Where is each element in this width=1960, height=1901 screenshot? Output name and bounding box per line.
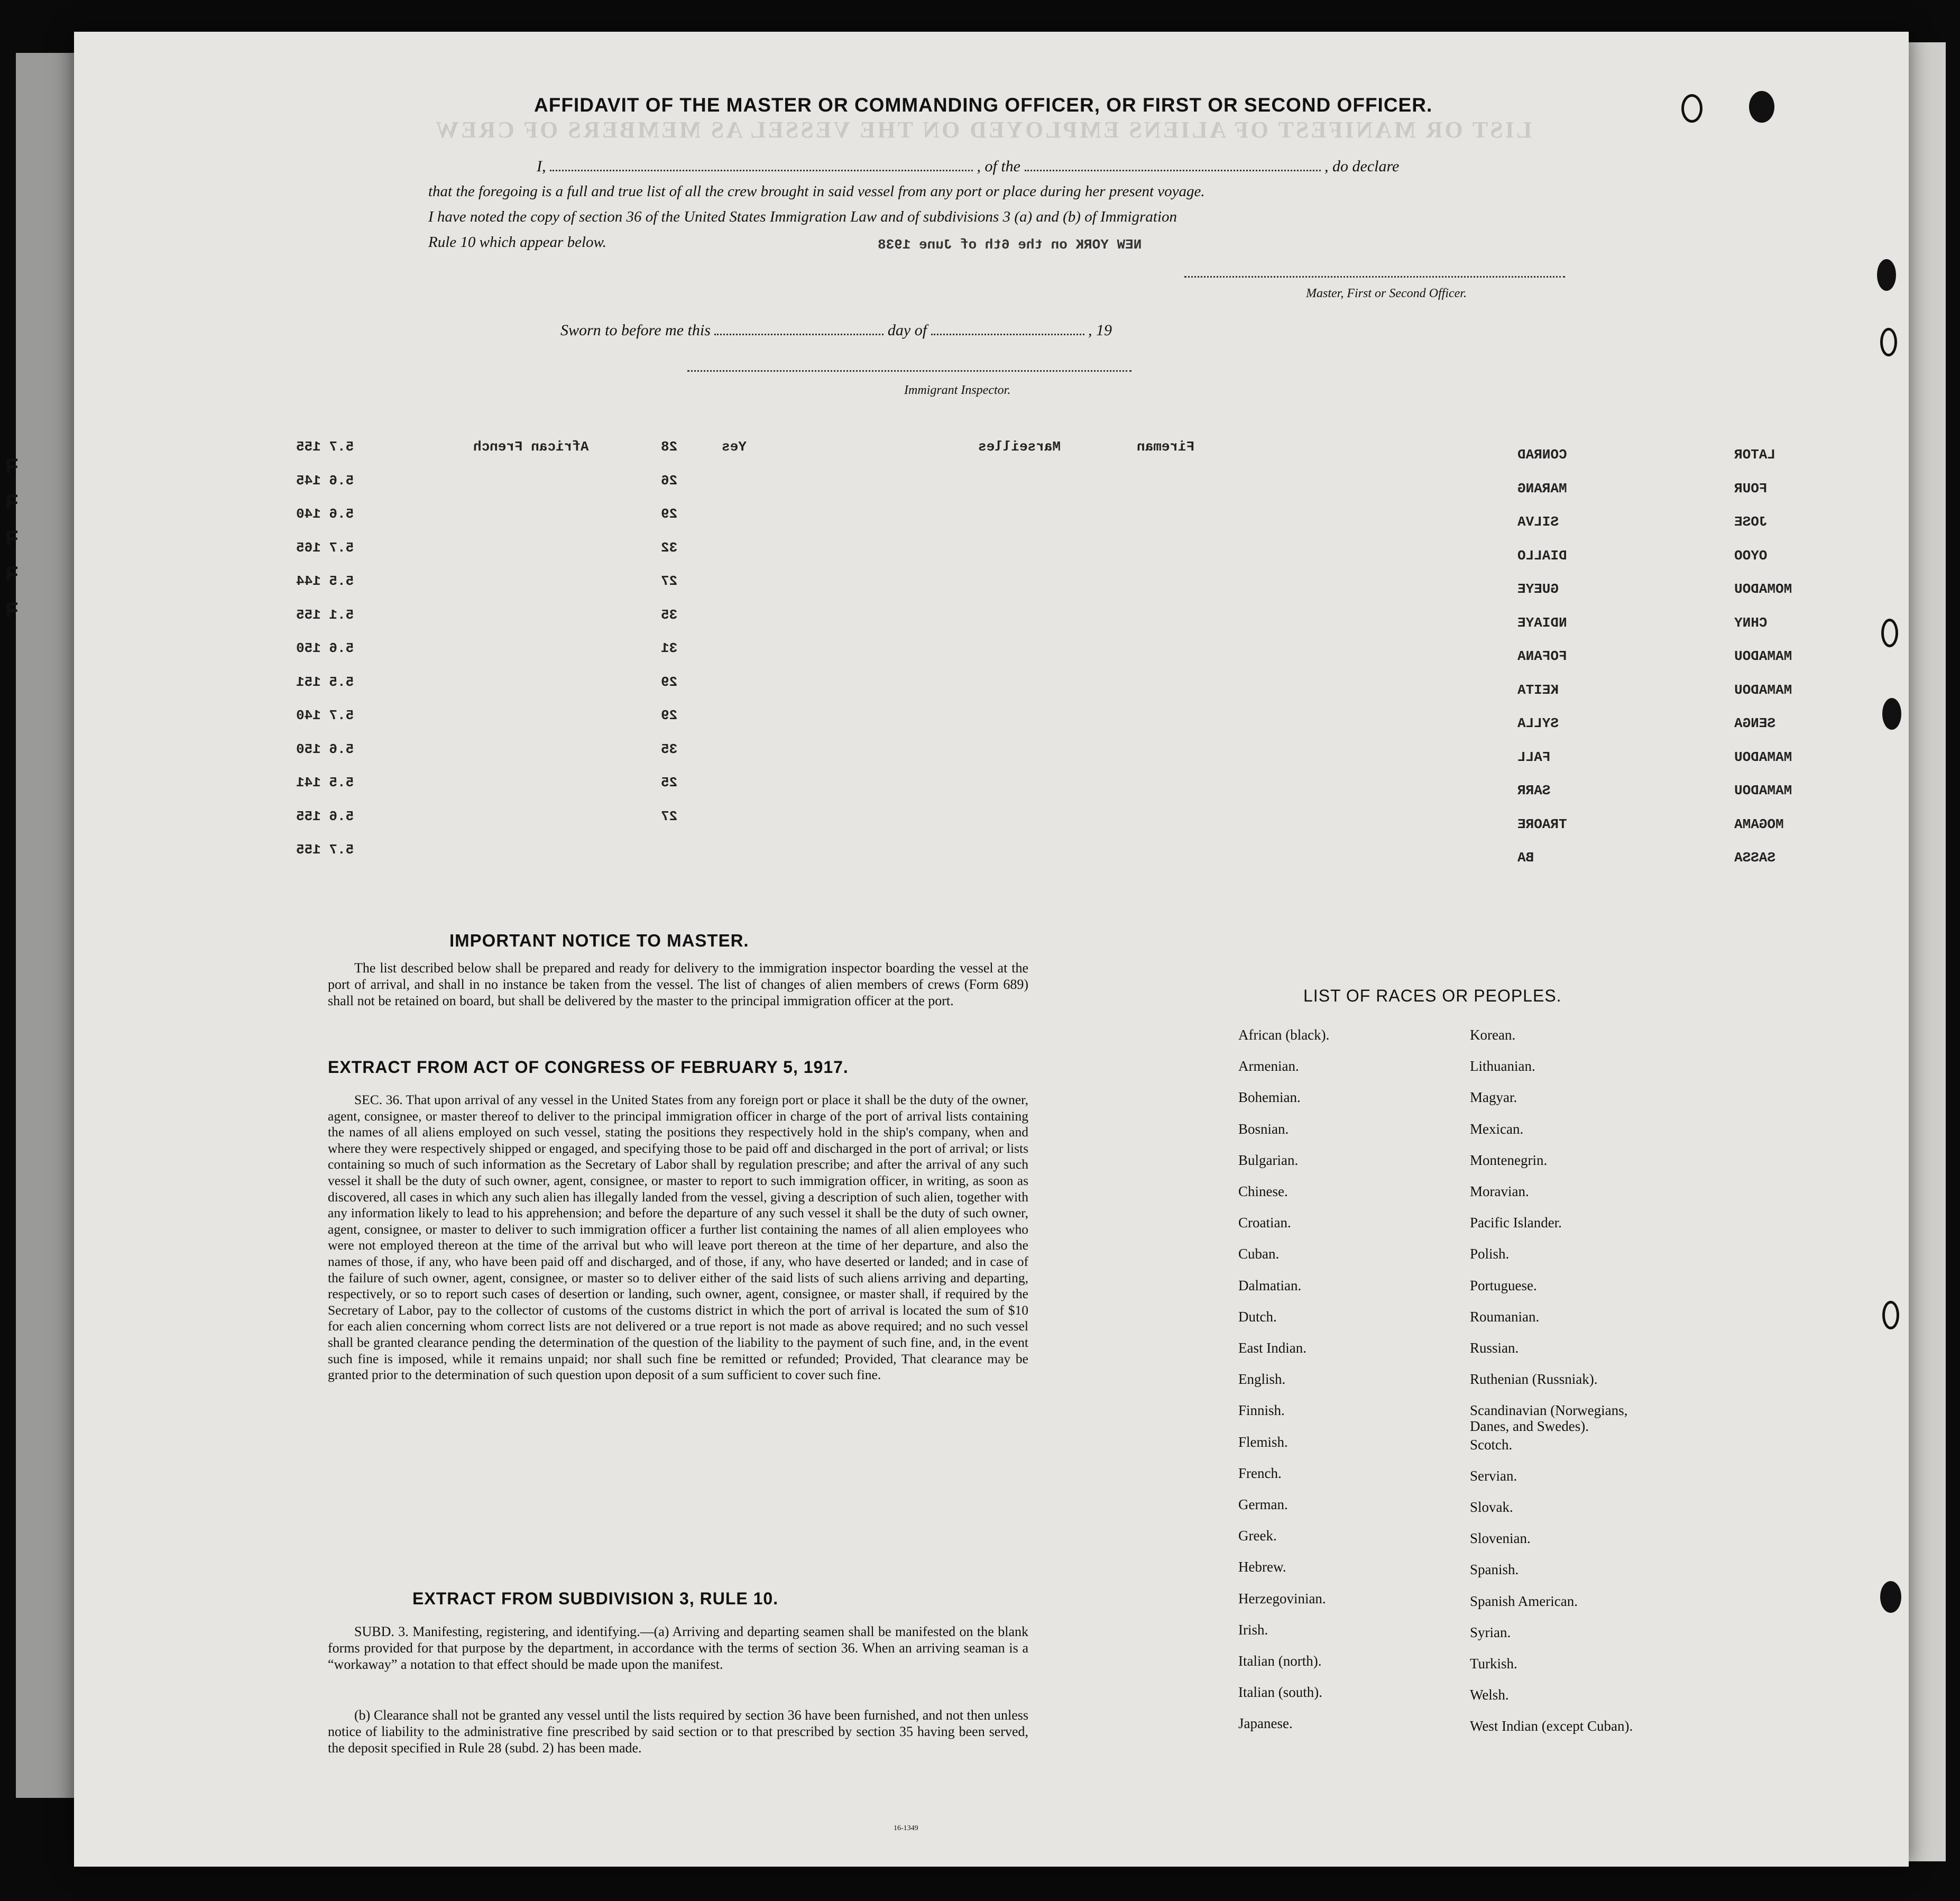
race-item: Danes, and Swedes).: [1470, 1418, 1589, 1435]
race-item: Japanese.: [1238, 1715, 1293, 1732]
race-item: Armenian.: [1238, 1058, 1299, 1075]
bleed-age: 35: [661, 741, 678, 757]
race-item: Bulgarian.: [1238, 1152, 1299, 1168]
affidavit-i: I,: [537, 158, 546, 175]
race-item: Herzegovinian.: [1238, 1590, 1326, 1606]
bleed-name-first: FOUR: [1734, 480, 1768, 497]
race-item: Irish.: [1238, 1621, 1268, 1638]
bleed-name-last: SILVA: [1517, 514, 1559, 530]
race-item: Italian (south).: [1238, 1684, 1322, 1701]
race-item: Finnish.: [1238, 1402, 1285, 1419]
master-caption: Master, First or Second Officer.: [1306, 287, 1467, 300]
punch-hole: [1882, 1301, 1899, 1329]
bleed-age: 35: [661, 607, 678, 623]
bleed-height: 5.5 141: [296, 775, 354, 791]
affidavit-line1: [537, 158, 1605, 176]
form-number: 16-1349: [894, 1824, 918, 1832]
punch-hole: [1880, 328, 1897, 356]
vessel-field[interactable]: [1025, 170, 1321, 171]
race-item: Servian.: [1470, 1467, 1517, 1484]
bleed-name-last: TRAORE: [1517, 816, 1567, 832]
race-item: Turkish.: [1470, 1656, 1517, 1672]
bleed-name-last: FALL: [1517, 749, 1551, 765]
race-item: German.: [1238, 1496, 1288, 1512]
bleed-age: 29: [661, 506, 678, 522]
affidavit-line2: that the foregoing is a full and true list of all the crew brought in said vessel from any port or place during her present voyage.: [428, 183, 1205, 200]
edge-letter: F: [5, 491, 19, 514]
race-item: English.: [1238, 1371, 1286, 1388]
bleed-name-last: SARR: [1517, 783, 1551, 798]
manifest-sheet: [5, 32, 1909, 1867]
bleed-name-first: MOGAMA: [1734, 816, 1784, 832]
race-item: African (black).: [1238, 1027, 1330, 1043]
race-item: Moravian.: [1470, 1183, 1529, 1199]
race-item: Roumanian.: [1470, 1308, 1540, 1325]
race-item: French.: [1238, 1465, 1282, 1481]
rule-body-b: (b) Clearance shall not be granted any vessel until the lists required by section 36 have been furnished, and not then unless notice of liability to the administrative fine prescribed by said section or to that prescribed by section 35 having been served, the deposit specified in Rule 28 (subd. 2) has been made.: [328, 1707, 1028, 1756]
bleed-age: 29: [661, 674, 678, 690]
bleed-height: 5.6 155: [296, 808, 354, 824]
race-item: Dalmatian.: [1238, 1277, 1302, 1293]
affidavit-title: AFFIDAVIT OF THE MASTER OR COMMANDING OFFICER, OR FIRST OR SECOND OFFICER.: [534, 94, 1433, 116]
edge-letter: F: [5, 599, 19, 622]
race-item: Spanish.: [1470, 1562, 1519, 1578]
bleed-height: 5.7 155: [296, 842, 354, 858]
race-item: Magyar.: [1470, 1089, 1517, 1106]
bleed-name-last: KEITA: [1517, 682, 1559, 698]
bleed-position: Fireman: [1137, 439, 1195, 455]
races-heading: LIST OF RACES OR PEOPLES.: [1303, 986, 1562, 1005]
race-item: Syrian.: [1470, 1624, 1511, 1640]
edge-letter: F: [5, 527, 19, 550]
bleed-height: 5.5 151: [296, 674, 354, 690]
bleed-age: 27: [661, 808, 678, 824]
bleed-height: 5.6 150: [296, 741, 354, 757]
race-item: Slovak.: [1470, 1499, 1513, 1515]
race-item: Russian.: [1470, 1340, 1519, 1356]
bleed-name-first: MAMADOU: [1734, 682, 1792, 698]
race-item: Bohemian.: [1238, 1089, 1301, 1106]
bleed-height: 5.6 145: [296, 472, 354, 489]
bleed-age: 26: [661, 472, 678, 489]
bleed-age: 29: [661, 708, 678, 723]
bleed-name-first: OYOO: [1734, 547, 1768, 564]
bleed-name-first: MOMADOU: [1734, 581, 1792, 597]
race-item: Hebrew.: [1238, 1559, 1286, 1575]
bleed-name-first: JOSE: [1734, 514, 1768, 530]
bleed-name-first: SASSA: [1734, 850, 1776, 866]
race-item: Pacific Islander.: [1470, 1215, 1562, 1231]
bleed-height: 5.1 155: [296, 607, 354, 623]
punch-hole: [1881, 619, 1898, 647]
bleed-vessel: NEW YORK on the 6th of June 1938: [878, 237, 1142, 253]
bleed-name-last: DIALLO: [1517, 547, 1567, 564]
punch-hole: [1681, 94, 1703, 123]
bleed-name-first: LATOR: [1734, 447, 1776, 463]
race-item: Croatian.: [1238, 1215, 1291, 1231]
bleed-age: 27: [661, 573, 678, 589]
race-item: Scandinavian (Norwegians,: [1470, 1402, 1628, 1419]
inspector-caption: Immigrant Inspector.: [904, 383, 1011, 397]
bleed-name-last: SYLLA: [1517, 715, 1559, 731]
notice-body: The list described below shall be prepared and ready for delivery to the immigration inspector boarding the vessel at the port of arrival, and shall in no instance be taken from the vessel. The list of changes of alien members of crews (Form 689) shall not be retained on board, but shall be delivered by the master to the principal immigration officer at the port.: [328, 960, 1028, 1008]
bleed-name-last: GUEYE: [1517, 581, 1559, 597]
sworn-day-field[interactable]: [714, 334, 884, 335]
race-item: Welsh.: [1470, 1687, 1509, 1703]
affidavit-line4: Rule 10 which appear below.: [428, 234, 606, 251]
race-item: Scotch.: [1470, 1436, 1513, 1453]
punch-hole: [1877, 259, 1896, 291]
bleed-name-first: SENGA: [1734, 715, 1776, 731]
inspector-signature-line[interactable]: [687, 370, 1131, 372]
race-item: Italian (north).: [1238, 1653, 1322, 1669]
bleed-name-last: CONRAD: [1517, 447, 1567, 463]
punch-hole: [1880, 1581, 1901, 1613]
affidavit-line3: I have noted the copy of section 36 of the United States Immigration Law and of subdivisions 3 (a) and (b) of Immigration: [428, 208, 1177, 225]
sworn-label: Sworn to before me this: [560, 322, 711, 339]
race-item: Greek.: [1238, 1528, 1277, 1544]
bleed-height: 5.6 150: [296, 640, 354, 656]
race-item: Bosnian.: [1238, 1121, 1289, 1137]
race-item: Dutch.: [1238, 1308, 1277, 1325]
race-item: Korean.: [1470, 1027, 1516, 1043]
name-field[interactable]: [550, 170, 973, 171]
punch-hole: [1749, 91, 1774, 123]
act-body: SEC. 36. That upon arrival of any vessel in the United States from any foreign port or place it shall be the duty of the owner, agent, consignee, or master thereof to deliver to the principal immigration officer in charge of the port of arrival lists containing the names of all aliens employed on such vessel, stating the positions they respectively hold in the ship's company, when and where they were respectively shipped or engaged, and specifying those to be paid off and discharged in the port of arrival; or lists containing so much of such information as the Secretary of Labor shall by regulation prescribe; and after the arrival of any such vessel it shall be the duty of such owner, agent, consignee, or master to report to such immigration officer, in writing, as soon as discovered, all cases in which any such alien has illegally landed from the vessel, giving a description of such alien, together with any information likely to lead to his apprehension; and before the departure of any such vessel it shall be the duty of such owner, agent, consignee, or master to deliver to such immigration officer a further list containing the names of all alien employees who were not employed thereon at the time of the arrival but who will leave port thereon at the time of her departure, and also the names of those, if any, who have been paid off and discharged, and of those, if any, who have deserted or landed; and in case of the failure of such owner, agent, consignee, or master so to deliver either of the said lists of such aliens arriving and departing, respectively, or so to report such cases of desertion or landing, such owner, agent, consignee, or master shall, if required by the Secretary of Labor, pay to the collector of customs of the customs district in which the port of arrival is located the sum of $10 for each alien concerning whom correct lists are not delivered or a true report is not made as above required; and no such vessel shall be granted clearance pending the determination of the question of the liability to the payment of such fine, and, in the event such fine is imposed, while it remains unpaid; nor shall such fine be remitted or refunded; Provided, That clearance may be granted prior to the determination of such question upon deposit of a sum sufficient to cover such fine.: [328, 1092, 1028, 1383]
bleed-name-last: BA: [1517, 850, 1534, 866]
race-item: Montenegrin.: [1470, 1152, 1548, 1168]
bleed-name-first: MAMADOU: [1734, 749, 1792, 765]
bleed-yes: Yes: [722, 439, 747, 455]
bleed-name-last: FOFANA: [1517, 648, 1567, 664]
race-item: Ruthenian (Russniak).: [1470, 1371, 1598, 1388]
bleed-header: LIST OR MANIFEST OF ALIENS EMPLOYED ON THE VESSEL AS MEMBERS OF CREW: [434, 117, 1532, 143]
race-item: Spanish American.: [1470, 1593, 1578, 1609]
bleed-height: 5.6 140: [296, 506, 354, 522]
bleed-age: 25: [661, 775, 678, 791]
punch-hole: [1882, 698, 1901, 730]
bleed-port: Marseilles: [978, 439, 1061, 455]
race-item: Flemish.: [1238, 1434, 1288, 1450]
day-of-label: day of: [887, 322, 927, 339]
act-heading: EXTRACT FROM ACT OF CONGRESS OF FEBRUARY 5, 1917.: [328, 1058, 849, 1077]
bleed-name-last: MARANG: [1517, 480, 1567, 497]
affidavit-of-the: , of the: [977, 158, 1020, 175]
sworn-month-field[interactable]: [931, 334, 1084, 335]
bleed-height: 5.5 144: [296, 573, 354, 589]
bleed-age: 28: [661, 439, 678, 455]
race-item: Polish.: [1470, 1246, 1510, 1262]
bleed-name-first: CHNY: [1734, 614, 1768, 631]
race-item: Mexican.: [1470, 1121, 1524, 1137]
race-item: Cuban.: [1238, 1246, 1280, 1262]
rule-body-a: SUBD. 3. Manifesting, registering, and identifying.—(a) Arriving and departing seamen shall be manifested on the blank forms provided for that purpose by the department, in accordance with the terms of section 36. When an arriving seaman is a “workaway” a notation to that effect should be made upon the manifest.: [328, 1624, 1028, 1672]
edge-letter: F: [5, 455, 19, 478]
bleed-name-first: MAMADOU: [1734, 648, 1792, 664]
bleed-race: African French: [473, 439, 589, 455]
race-item: Slovenian.: [1470, 1530, 1531, 1547]
bleed-height: 5.7 140: [296, 708, 354, 723]
race-item: East Indian.: [1238, 1340, 1306, 1356]
bleed-name-last: NDIAYE: [1517, 614, 1567, 631]
race-item: Chinese.: [1238, 1183, 1288, 1199]
bleed-height: 5.7 165: [296, 539, 354, 556]
year-label: , 19: [1088, 322, 1112, 339]
race-item: Portuguese.: [1470, 1277, 1537, 1293]
edge-letter: F: [5, 563, 19, 586]
race-item: West Indian (except Cuban).: [1470, 1718, 1633, 1734]
notice-heading: IMPORTANT NOTICE TO MASTER.: [449, 931, 749, 950]
race-item: Lithuanian.: [1470, 1058, 1535, 1075]
affidavit-declare: , do declare: [1324, 158, 1400, 175]
bleed-height: 5.7 155: [296, 439, 354, 455]
bleed-age: 32: [661, 539, 678, 556]
sworn-line: [560, 322, 1248, 339]
bleed-age: 31: [661, 640, 678, 656]
rule-heading: EXTRACT FROM SUBDIVISION 3, RULE 10.: [412, 1589, 779, 1608]
master-signature-line[interactable]: [1184, 276, 1565, 278]
bleed-name-first: MAMADOU: [1734, 783, 1792, 798]
